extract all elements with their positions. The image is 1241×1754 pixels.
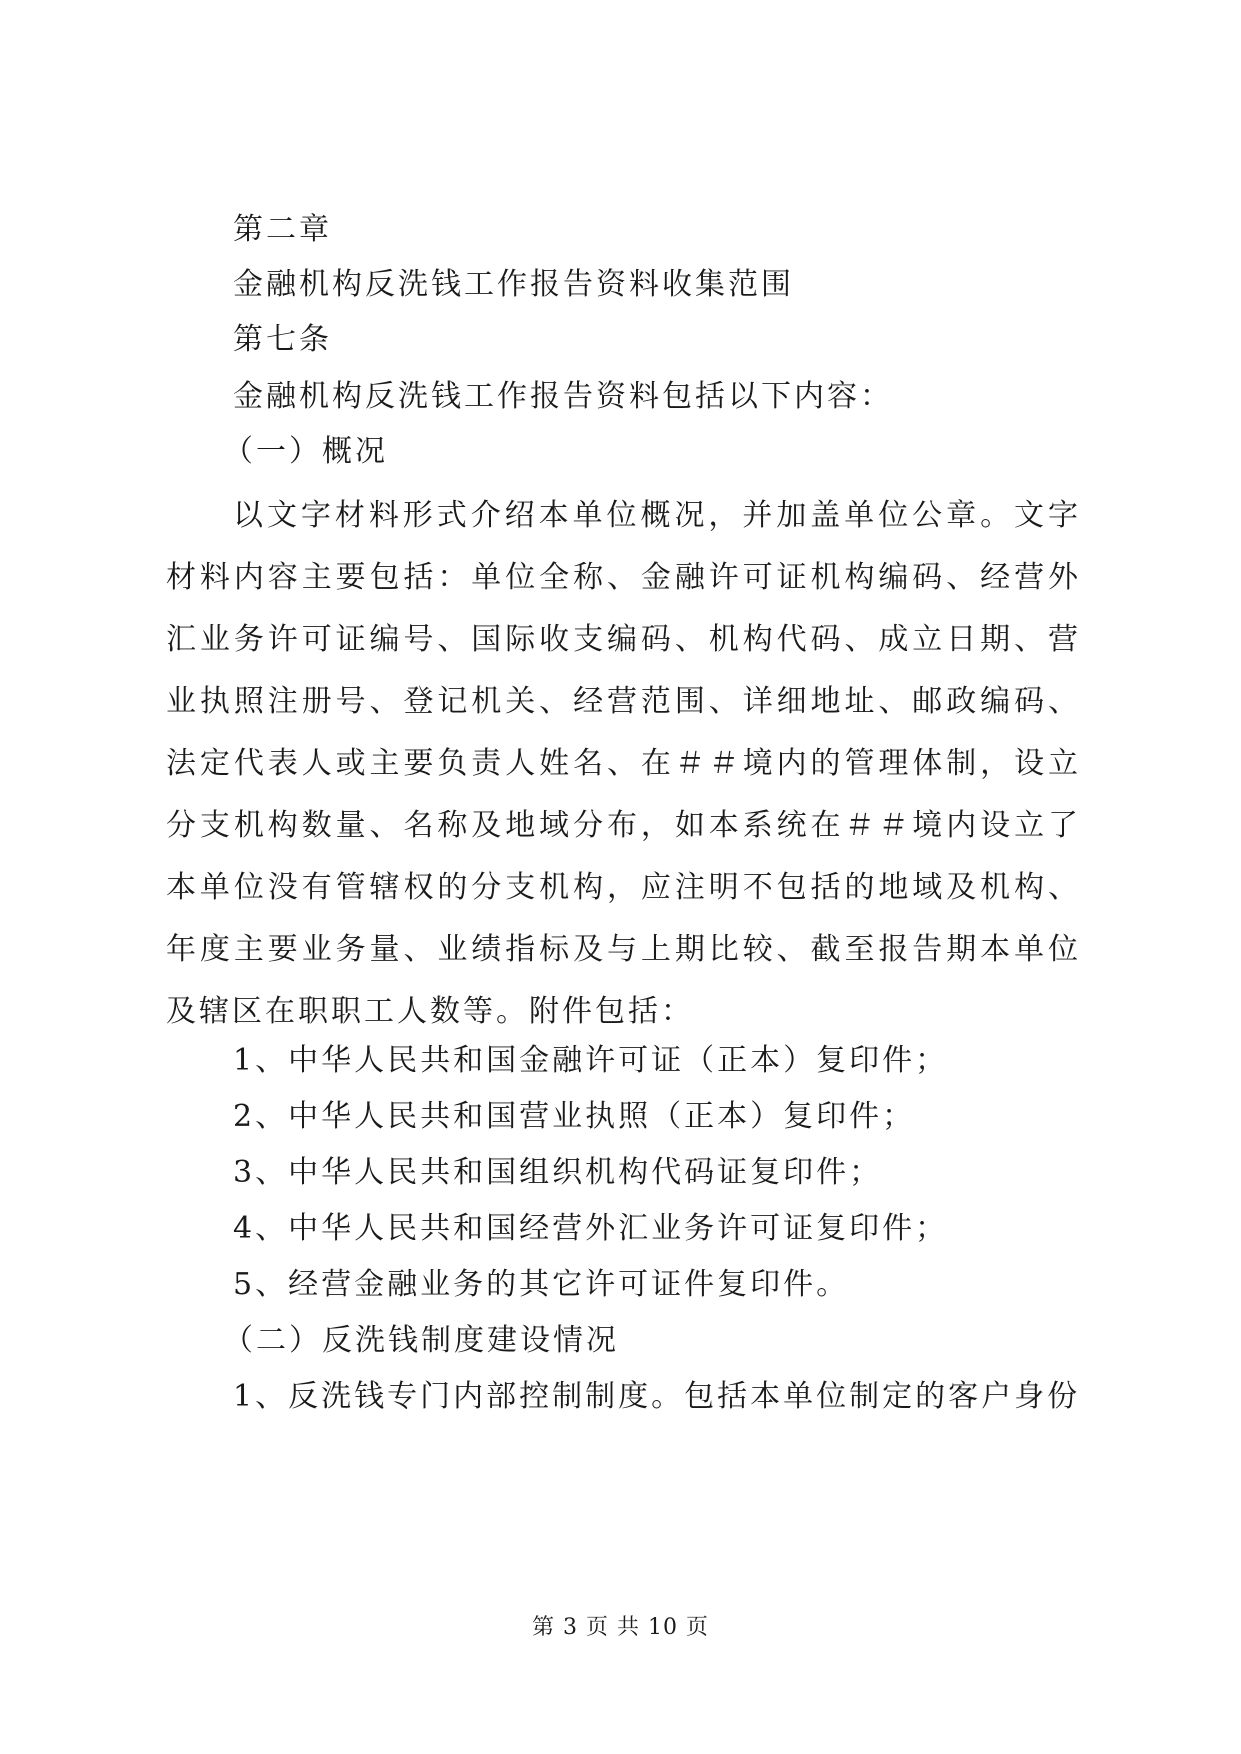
chapter-title: 金融机构反洗钱工作报告资料收集范围: [233, 267, 794, 302]
article-intro: 金融机构反洗钱工作报告资料包括以下内容：: [233, 379, 893, 414]
attachment-item-2: 2、中华人民共和国营业执照（正本）复印件；: [233, 1099, 916, 1134]
page-number-footer: 第 3 页 共 10 页: [532, 1615, 709, 1640]
chapter-heading: 第二章: [233, 212, 332, 247]
article-heading: 第七条: [233, 322, 332, 357]
attachment-item-4: 4、中华人民共和国经营外汇业务许可证复印件；: [233, 1211, 949, 1246]
section-2-heading: （二）反洗钱制度建设情况: [223, 1323, 619, 1358]
section-1-heading: （一）概况: [223, 434, 388, 469]
attachment-item-1: 1、中华人民共和国金融许可证（正本）复印件；: [233, 1043, 949, 1078]
attachment-item-3: 3、中华人民共和国组织机构代码证复印件；: [233, 1155, 883, 1190]
section-1-body: 以文字材料形式介绍本单位概况，并加盖单位公章。文字材料内容主要包括：单位全称、金融许可证机构编码、经营外汇业务许可证编号、国际收支编码、机构代码、成立日期、营业执照注册号、登记机关、经营范围、详细地址、邮政编码、法定代表人或主要负责人姓名、在＃＃境内的管理体制，设立分支机构数量、名称及地域分布，如本系统在＃＃境内设立了本单位没有管辖权的分支机构，应注明不包括的地域及机构、年度主要业务量、业绩指标及与上期比较、截至报告期本单位及辖区在职职工人数等。附件包括：: [166, 498, 1081, 1029]
attachment-item-5: 5、经营金融业务的其它许可证件复印件。: [233, 1267, 850, 1302]
section-2-item-1: 1、反洗钱专门内部控制制度。包括本单位制定的客户身份: [233, 1379, 1081, 1414]
